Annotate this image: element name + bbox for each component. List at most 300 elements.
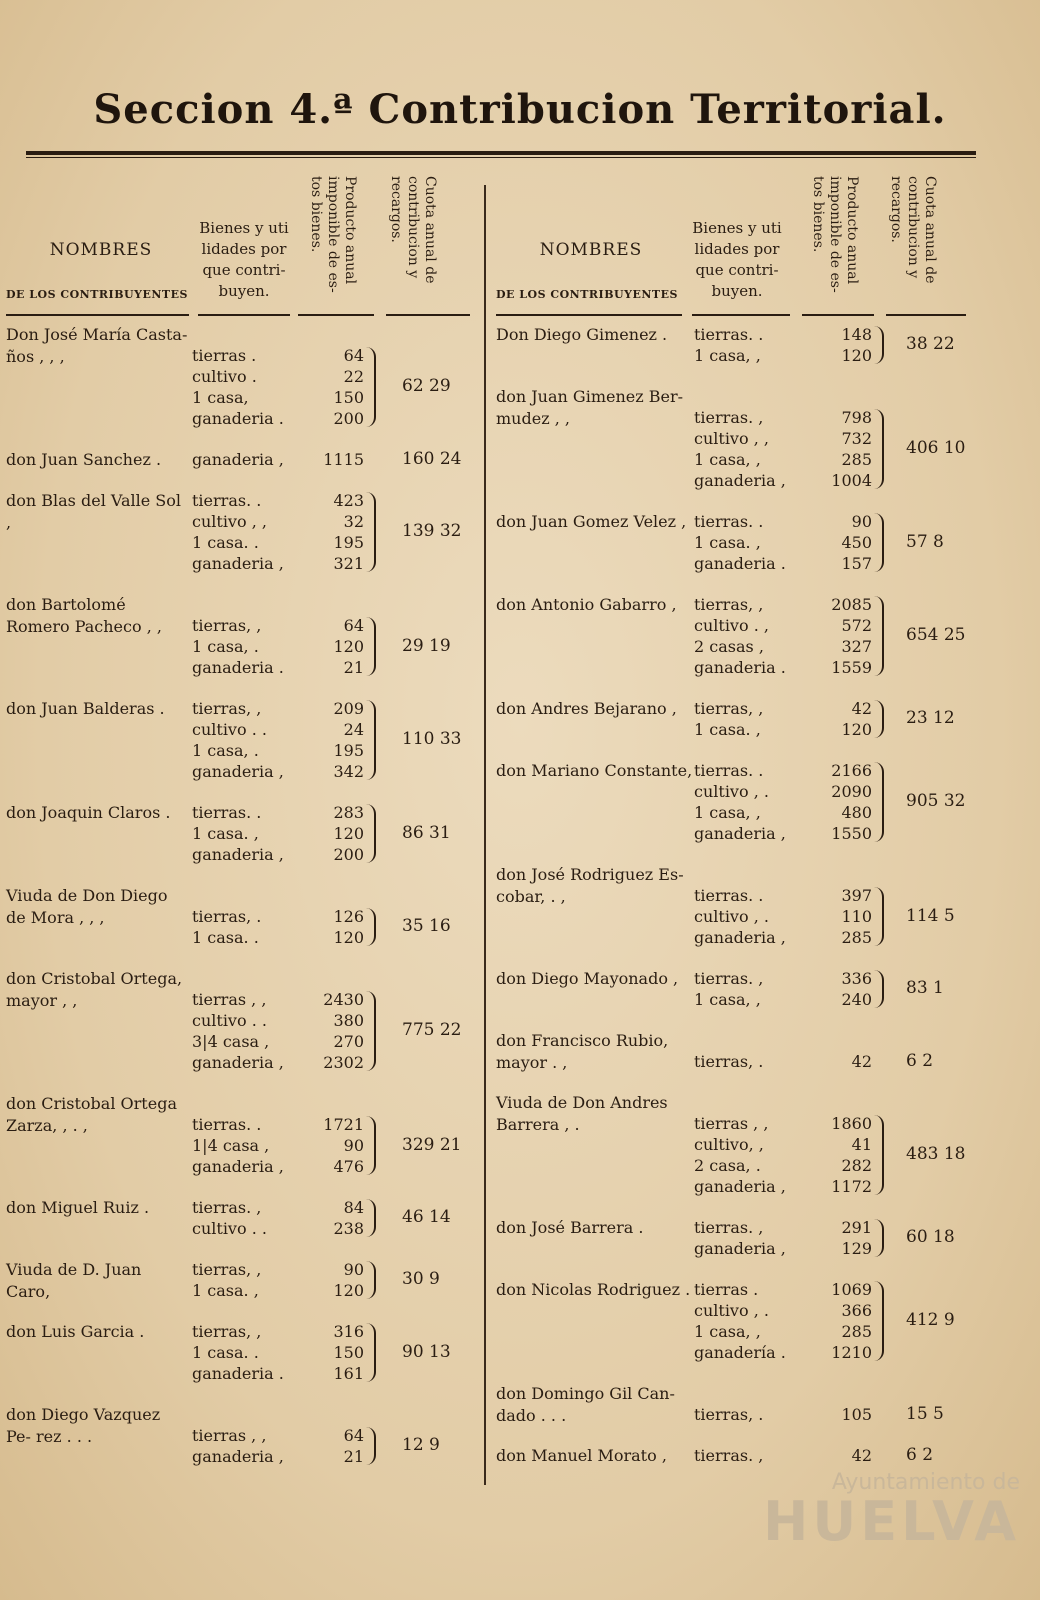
header-producto: Producto anual imponible de es- tos bienes. (810, 176, 860, 293)
cuota-value: 654 25 (906, 625, 966, 645)
brace (874, 700, 884, 738)
bien-row (694, 511, 984, 532)
title-rule (26, 151, 976, 155)
cuota-value: 905 32 (906, 791, 966, 811)
producto-value: 240 (841, 990, 872, 1009)
header-producto: Producto anual imponible de es- tos bienes. (308, 176, 358, 293)
contribuyente-name: don Mariano Constante, (496, 761, 693, 780)
bien-label: tierras , , (192, 990, 267, 1009)
producto-value: 1069 (831, 1280, 872, 1299)
bien-label: tierras , , (192, 1426, 267, 1445)
contribuyente-name: Viuda de Don Diego de Mora , , , (6, 886, 168, 927)
bien-label: tierras. . (192, 803, 262, 822)
producto-value: 148 (841, 325, 872, 344)
bienes-list (694, 1051, 984, 1072)
header-bienes: Bienes y uti lidades por que contri- buyen. (199, 219, 289, 300)
cuota-value: 86 31 (402, 822, 451, 843)
bien-label: ganaderia . (192, 409, 284, 428)
header-contribuyentes: DE LOS CONTRIBUYENTES (496, 288, 678, 301)
producto-value: 1860 (831, 1114, 872, 1133)
bien-row (694, 760, 984, 781)
bien-row (694, 1279, 984, 1300)
bien-label: ganaderia , (694, 824, 786, 843)
bien-label: tierras. . (694, 512, 764, 531)
bien-label: 1 casa. , (192, 824, 259, 843)
brace (874, 1115, 884, 1195)
producto-value: 161 (333, 1364, 364, 1383)
producto-value: 209 (333, 699, 364, 718)
producto-value: 327 (841, 637, 872, 656)
bien-label: cultivo , , (694, 429, 769, 448)
cuota-value: 406 10 (906, 438, 966, 458)
bien-row (192, 1363, 482, 1384)
bien-row (694, 594, 984, 615)
bien-row (694, 823, 984, 844)
bien-row (694, 885, 984, 906)
bien-label: tierras. . (694, 325, 764, 344)
contribuyente-name: Viuda de Don Andres Barrera , . (496, 1093, 668, 1134)
producto-value: 120 (333, 637, 364, 656)
producto-value: 798 (841, 408, 872, 427)
producto-value: 397 (841, 886, 872, 905)
contribuyente-name: don Juan Gomez Velez , (496, 512, 687, 531)
contribuyente-entry (496, 1445, 984, 1466)
bien-label: ganaderia . (192, 1364, 284, 1383)
brace (366, 347, 376, 427)
producto-value: 285 (841, 450, 872, 469)
contribuyente-name: don Cristobal Ortega, mayor , , (6, 969, 183, 1010)
producto-value: 1172 (831, 1177, 872, 1196)
contribuyente-entry (496, 1383, 984, 1425)
cuota-value: 62 29 (402, 376, 451, 396)
bien-label: 2 casas , (694, 637, 764, 656)
bien-label: ganaderia , (694, 1239, 786, 1258)
contribuyente-entry (496, 594, 984, 678)
cuota-value: 775 22 (402, 1020, 462, 1040)
brace (874, 409, 884, 489)
brace (366, 804, 376, 863)
contribuyente-name: don Domingo Gil Can- dado . . . (496, 1384, 675, 1425)
contribuyente-name: don Juan Balderas . (6, 699, 165, 718)
producto-value: 120 (841, 346, 872, 365)
header-rule (802, 314, 874, 316)
bien-row (192, 802, 482, 823)
header-cuota: Cuota anual de contribucion y recargos. (888, 176, 938, 284)
contribuyente-name: don Juan Gimenez Ber- mudez , , (496, 387, 684, 428)
cuota-value: 15 5 (906, 1403, 944, 1424)
cuota-value: 83 1 (906, 978, 944, 998)
producto-value: 2085 (831, 595, 872, 614)
cuota-value: 483 18 (906, 1144, 966, 1164)
producto-value: 316 (333, 1322, 364, 1341)
contribuyente-entry (496, 511, 984, 574)
bien-label: 2 casa, . (694, 1156, 761, 1175)
brace (366, 991, 376, 1071)
bien-label: tierras, , (192, 1260, 262, 1279)
bien-label: cultivo . . (192, 1219, 267, 1238)
bien-label: tierras, , (192, 616, 262, 635)
producto-value: 380 (333, 1011, 364, 1030)
producto-value: 21 (343, 1447, 364, 1466)
bienes-list (694, 1445, 984, 1466)
producto-value: 126 (333, 907, 364, 926)
header-rule (886, 314, 966, 316)
bien-label: cultivo , . (694, 782, 769, 801)
producto-value: 2430 (323, 990, 364, 1009)
producto-value: 1115 (323, 450, 364, 469)
bien-row (192, 698, 482, 719)
bien-label: cultivo , . (694, 1301, 769, 1320)
header-rule (198, 314, 290, 316)
producto-value: 42 (851, 1446, 872, 1465)
bien-row (192, 989, 482, 1010)
producto-value: 24 (343, 720, 364, 739)
bien-label: cultivo , , (192, 512, 267, 531)
contribuyente-name: don Francisco Rubio, mayor . , (496, 1031, 669, 1072)
header-bienes: Bienes y uti lidades por que contri- buyen. (692, 219, 782, 300)
bien-label: 1 casa. . (192, 1343, 259, 1362)
cuota-value: 412 9 (906, 1310, 955, 1330)
bien-row (694, 657, 984, 678)
bien-label: ganaderia . (694, 554, 786, 573)
producto-value: 1550 (831, 824, 872, 843)
bien-label: ganaderia , (192, 554, 284, 573)
contribuyente-entry (496, 1030, 984, 1072)
cuota-value: 90 13 (402, 1341, 451, 1362)
brace (874, 326, 884, 364)
producto-value: 150 (333, 388, 364, 407)
producto-value: 336 (841, 969, 872, 988)
producto-value: 282 (841, 1156, 872, 1175)
contribuyente-entry (6, 698, 474, 782)
bien-row (192, 1052, 482, 1073)
bien-label: tierras, , (694, 595, 764, 614)
column-divider (484, 185, 486, 1485)
producto-value: 342 (333, 762, 364, 781)
brace (366, 908, 376, 946)
producto-value: 120 (333, 1281, 364, 1300)
bien-row (694, 1176, 984, 1197)
brace (366, 700, 376, 780)
bien-row (192, 553, 482, 574)
bien-label: 1 casa, , (694, 990, 761, 1009)
contribuyente-name: don Joaquin Claros . (6, 803, 171, 822)
bien-label: tierras. . (694, 761, 764, 780)
producto-value: 157 (841, 554, 872, 573)
producto-value: 1004 (831, 471, 872, 490)
cuota-value: 114 5 (906, 905, 955, 926)
bien-label: ganaderia , (694, 471, 786, 490)
bien-row (694, 1445, 984, 1466)
bien-label: cultivo, , (694, 1135, 764, 1154)
brace (366, 492, 376, 572)
bien-label: 1 casa. , (694, 720, 761, 739)
producto-value: 64 (343, 616, 364, 635)
bien-label: cultivo , . (694, 907, 769, 926)
bien-label: 1 casa. , (694, 533, 761, 552)
cuota-value: 110 33 (402, 729, 462, 749)
bien-label: tierras , , (694, 1114, 769, 1133)
bien-label: 1 casa, (192, 388, 249, 407)
bien-label: tierras. . (694, 886, 764, 905)
contribuyente-name: don Juan Sanchez . (6, 450, 162, 469)
brace (874, 970, 884, 1008)
bien-label: tierras, , (192, 1322, 262, 1341)
contribuyente-entry (6, 802, 474, 865)
bien-row (192, 408, 482, 429)
contribuyente-entry (496, 324, 984, 366)
producto-value: 90 (851, 512, 872, 531)
contribuyente-entry (496, 698, 984, 740)
bien-label: tierras. , (694, 969, 764, 988)
producto-value: 200 (333, 845, 364, 864)
contribuyente-name: don José Barrera . (496, 1218, 644, 1237)
producto-value: 1210 (831, 1343, 872, 1362)
contribuyente-entry (6, 449, 474, 470)
cuota-value: 139 32 (402, 521, 462, 541)
header-nombres: NOMBRES (49, 240, 153, 260)
producto-value: 195 (333, 741, 364, 760)
producto-value: 32 (343, 512, 364, 531)
contribuyente-entry (496, 864, 984, 948)
contribuyente-entry (6, 594, 474, 678)
bien-label: tierras . (694, 1280, 759, 1299)
cuota-value: 46 14 (402, 1207, 451, 1227)
brace (366, 1199, 376, 1237)
contribuyente-entry (496, 968, 984, 1010)
brace (874, 762, 884, 842)
bien-label: tierras. , (192, 1198, 262, 1217)
cuota-value: 329 21 (402, 1134, 462, 1155)
bien-label: ganaderia , (694, 1177, 786, 1196)
producto-value: 200 (333, 409, 364, 428)
producto-value: 321 (333, 554, 364, 573)
contribuyente-entry (6, 885, 474, 948)
bien-label: 1 casa, , (694, 803, 761, 822)
producto-value: 283 (333, 803, 364, 822)
right-table (496, 168, 984, 1465)
bien-label: 1 casa. . (192, 928, 259, 947)
cuota-value: 29 19 (402, 635, 451, 656)
contribuyente-name: Don José María Casta- ños , , , (6, 325, 188, 366)
brace (366, 617, 376, 676)
cuota-value: 12 9 (402, 1435, 440, 1455)
brace (874, 1219, 884, 1257)
brace (366, 1116, 376, 1175)
bien-label: ganaderia , (192, 845, 284, 864)
brace (874, 887, 884, 946)
bien-label: ganaderia , (192, 1053, 284, 1072)
bien-label: 1|4 casa , (192, 1136, 270, 1155)
bien-label: 1 casa. . (192, 533, 259, 552)
producto-value: 423 (333, 491, 364, 510)
bien-label: ganaderia . (192, 658, 284, 677)
contribuyente-entry (496, 1279, 984, 1363)
producto-value: 90 (343, 1136, 364, 1155)
bien-label: tierras. , (694, 408, 764, 427)
contribuyente-name: don Cristobal Ortega Zarza, , . , (6, 1094, 177, 1135)
bien-row (694, 1113, 984, 1134)
contribuyente-name: don Miguel Ruiz . (6, 1198, 150, 1217)
producto-value: 195 (333, 533, 364, 552)
brace (874, 1281, 884, 1361)
bien-row (694, 407, 984, 428)
brace (874, 596, 884, 676)
bien-label: cultivo . , (694, 616, 769, 635)
bien-label: 1 casa, , (694, 450, 761, 469)
bien-row (694, 927, 984, 948)
watermark-line2: HUELVA (763, 1490, 1020, 1553)
left-table-header (6, 168, 474, 318)
left-table (6, 168, 474, 1466)
header-rule (6, 314, 189, 316)
contribuyente-entry (496, 1092, 984, 1197)
bien-label: tierras, , (192, 699, 262, 718)
bien-label: ganadería . (694, 1343, 786, 1362)
huelva-watermark (760, 1470, 1020, 1553)
contribuyente-entry (6, 1197, 474, 1239)
watermark-line1: Ayuntamiento de (831, 1470, 1020, 1495)
bien-row (192, 844, 482, 865)
bien-label: tierras. , (694, 1218, 764, 1237)
producto-value: 64 (343, 1426, 364, 1445)
bien-row (192, 490, 482, 511)
producto-value: 285 (841, 928, 872, 947)
header-rule (386, 314, 470, 316)
producto-value: 572 (841, 616, 872, 635)
producto-value: 42 (851, 699, 872, 718)
page-title: Seccion 4.ª Contribucion Territorial. (93, 86, 947, 133)
contribuyente-entry (6, 1404, 474, 1467)
header-cuota: Cuota anual de contribucion y recargos. (388, 176, 438, 284)
bien-row (192, 761, 482, 782)
bien-row (694, 553, 984, 574)
contribuyente-entry (496, 386, 984, 491)
header-rule (692, 314, 790, 316)
producto-value: 84 (343, 1198, 364, 1217)
cuota-value: 23 12 (906, 708, 955, 728)
producto-value: 291 (841, 1218, 872, 1237)
bien-row (192, 615, 482, 636)
producto-value: 21 (343, 658, 364, 677)
producto-value: 2302 (323, 1053, 364, 1072)
producto-value: 150 (333, 1343, 364, 1362)
bien-label: 1 casa, . (192, 637, 259, 656)
contribuyente-name: don Manuel Morato , (496, 1446, 667, 1465)
producto-value: 476 (333, 1157, 364, 1176)
brace (366, 1323, 376, 1382)
bien-label: 1 casa, , (694, 346, 761, 365)
bien-row (694, 1342, 984, 1363)
contribuyente-entry (6, 1259, 474, 1301)
bien-label: 1 casa, . (192, 741, 259, 760)
producto-value: 90 (343, 1260, 364, 1279)
bien-label: 1 casa. , (192, 1281, 259, 1300)
contribuyente-name: don Bartolomé Romero Pacheco , , (6, 595, 162, 636)
contribuyente-name: Don Diego Gimenez . (496, 325, 668, 344)
producto-value: 42 (851, 1052, 872, 1071)
producto-value: 732 (841, 429, 872, 448)
contribuyente-entry (496, 760, 984, 844)
producto-value: 41 (851, 1135, 872, 1154)
contribuyente-name: don José Rodriguez Es- cobar, . , (496, 865, 684, 906)
contribuyente-entry (6, 968, 474, 1073)
bien-label: ganaderia , (192, 762, 284, 781)
contribuyente-entry (6, 324, 474, 429)
header-rule (496, 314, 682, 316)
cuota-value: 60 18 (906, 1227, 955, 1247)
producto-value: 2166 (831, 761, 872, 780)
bien-row (192, 1114, 482, 1135)
brace (366, 1427, 376, 1465)
producto-value: 1721 (323, 1115, 364, 1134)
cuota-value: 6 2 (906, 1050, 934, 1071)
cuota-value: 6 2 (906, 1444, 934, 1465)
bien-label: tierras, . (694, 1052, 764, 1071)
bien-label: ganaderia , (192, 1447, 284, 1466)
bien-label: ganaderia , (694, 928, 786, 947)
bien-row (192, 1156, 482, 1177)
contribuyente-entry (6, 490, 474, 574)
header-rule (298, 314, 374, 316)
contribuyente-name: don Diego Mayonado , (496, 969, 679, 988)
producto-value: 120 (333, 928, 364, 947)
brace (874, 513, 884, 572)
producto-value: 1559 (831, 658, 872, 677)
bien-label: ganaderia , (192, 450, 284, 469)
bien-label: tierras, , (694, 699, 764, 718)
bien-label: 3|4 casa , (192, 1032, 270, 1051)
bien-label: ganaderia . (694, 658, 786, 677)
cuota-value: 30 9 (402, 1269, 440, 1289)
producto-value: 22 (343, 367, 364, 386)
bien-label: tierras. . (192, 1115, 262, 1134)
producto-value: 270 (333, 1032, 364, 1051)
bien-row (694, 1051, 984, 1072)
producto-value: 2090 (831, 782, 872, 801)
bien-label: tierras, . (192, 907, 262, 926)
contribuyente-name: don Diego Vazquez Pe- rez . . . (6, 1405, 161, 1446)
header-contribuyentes: DE LOS CONTRIBUYENTES (6, 288, 188, 301)
producto-value: 64 (343, 346, 364, 365)
header-nombres: NOMBRES (539, 240, 643, 260)
bien-label: tierras. . (192, 491, 262, 510)
contribuyente-name: don Luis Garcia . (6, 1322, 145, 1341)
producto-value: 366 (841, 1301, 872, 1320)
contribuyente-name: don Antonio Gabarro , (496, 595, 677, 614)
cuota-value: 38 22 (906, 334, 955, 354)
producto-value: 285 (841, 1322, 872, 1341)
bien-label: tierras . (192, 346, 257, 365)
contribuyente-name: don Nicolas Rodriguez . (496, 1280, 691, 1299)
producto-value: 450 (841, 533, 872, 552)
contribuyente-name: don Blas del Valle Sol , (6, 491, 182, 532)
cuota-value: 35 16 (402, 916, 451, 936)
cuota-value: 57 8 (906, 531, 944, 552)
title-rule-thin (26, 157, 976, 158)
producto-value: 110 (841, 907, 872, 926)
producto-value: 480 (841, 803, 872, 822)
producto-value: 120 (841, 720, 872, 739)
contribuyente-entry (496, 1217, 984, 1259)
contribuyente-name: don Andres Bejarano , (496, 699, 677, 718)
producto-value: 105 (841, 1405, 872, 1424)
contribuyente-entry (6, 1321, 474, 1384)
bien-label: tierras. , (694, 1446, 764, 1465)
right-table-header (496, 168, 984, 318)
bien-label: cultivo . . (192, 1011, 267, 1030)
bien-label: ganaderia , (192, 1157, 284, 1176)
